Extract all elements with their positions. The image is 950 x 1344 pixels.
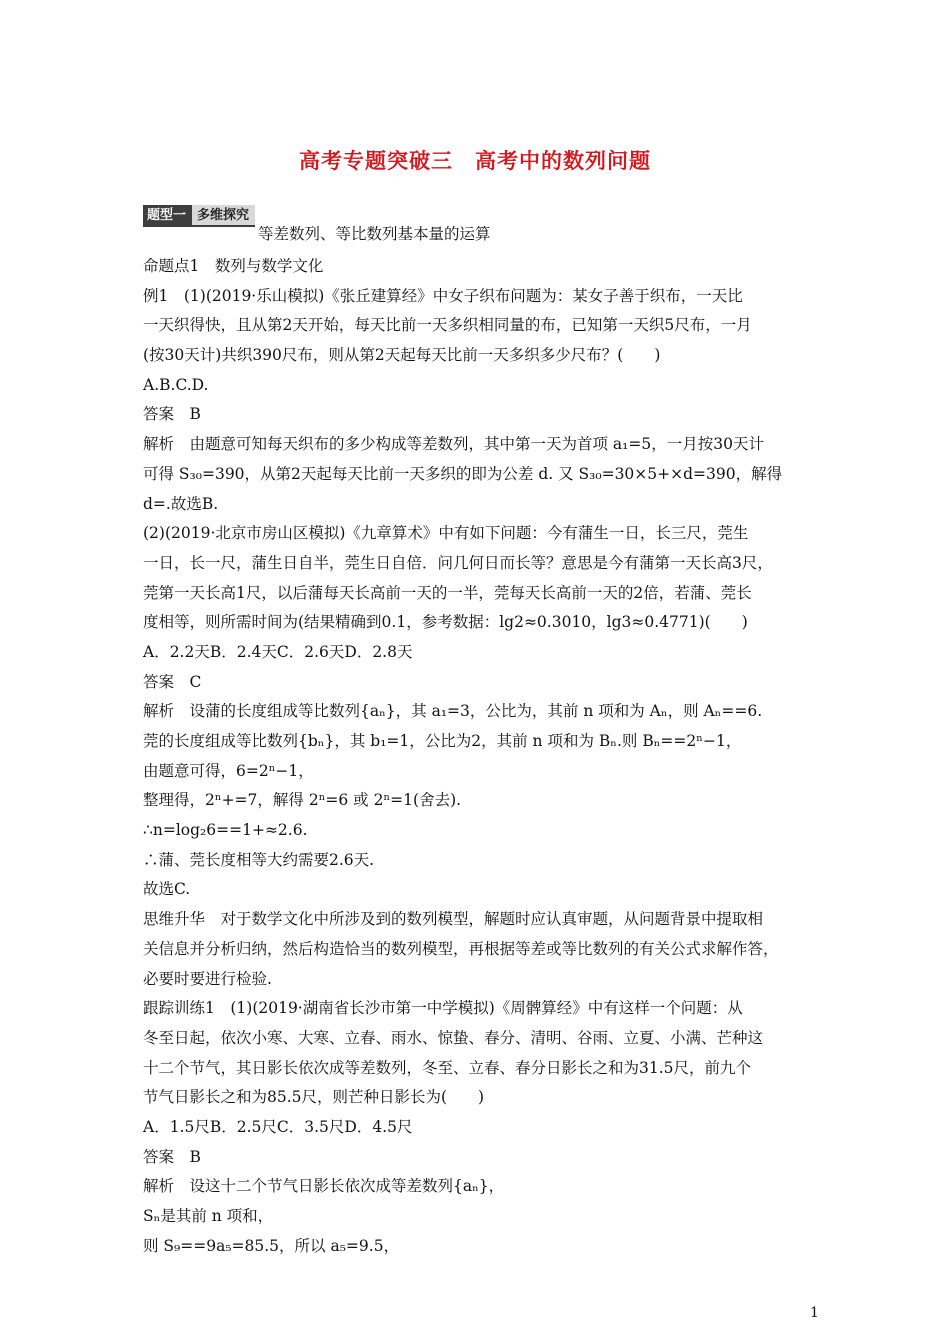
text-line: A．2.2天B．2.4天C．2.6天D．2.8天 (143, 642, 413, 661)
text-line: 由题意可得，6=2ⁿ−1， (143, 761, 314, 780)
text-line: 必要时要进行检验. (143, 969, 272, 988)
text-line: 答案 B (143, 1147, 201, 1166)
question-type-badge (143, 205, 255, 227)
text-line: 解析 由题意可知每天织布的多少构成等差数列，其中第一天为首项 a₁=5，一月按30天计 (143, 435, 764, 454)
text-line: ∴蒲、莞长度相等大约需要2.6天. (143, 850, 375, 869)
text-line: 十二个节气，其日影长依次成等差数列，冬至、立春、春分日影长之和为31.5尺，前九个 (143, 1058, 752, 1077)
text-line: 莞的长度组成等比数列{bₙ}，其 b₁=1，公比为2，其前 n 项和为 Bₙ.则 Bₙ==2ⁿ−1， (143, 732, 742, 750)
text-line: ∴n=log₂6==1+≈2.6. (143, 821, 308, 840)
text-line: 节气日影长之和为85.5尺，则芒种日影长为( ) (143, 1088, 485, 1107)
text-line: 度相等，则所需时间为(结果精确到0.1，参考数据：lg2≈0.3010，lg3≈0.4771)( ) (143, 613, 748, 632)
document-body (143, 252, 823, 1261)
text-line: 一天织得快，且从第2天开始，每天比前一天多织相同量的布，已知第一天织5尺布，一月 (143, 316, 752, 335)
text-line: 关信息并分析归纳，然后构造恰当的数列模型，再根据等差或等比数列的有关公式求解作答， (143, 939, 779, 958)
text-line: 莞第一天长高1尺，以后蒲每天长高前一天的一半，莞每天长高前一天的2倍，若蒲、莞长 (143, 583, 752, 602)
text-line: 解析 设蒲的长度组成等比数列{aₙ}，其 a₁=3，公比为，其前 n 项和为 Aₙ，则 Aₙ==6. (143, 702, 763, 721)
badge-category: 多维探究 (192, 205, 255, 227)
text-line: Sₙ是其前 n 项和， (143, 1207, 274, 1225)
text-line: 故选C. (143, 880, 191, 899)
text-line: 命题点1 数列与数学文化 (143, 257, 324, 275)
text-line: 答案 B (143, 405, 201, 424)
text-line: 整理得，2ⁿ+=7，解得 2ⁿ=6 或 2ⁿ=1(舍去). (143, 791, 462, 810)
text-line: (按30天计)共织390尺布，则从第2天起每天比前一天多织多少尺布？( ) (143, 346, 661, 365)
text-line: (2)(2019·北京市房山区模拟)《九章算术》中有如下问题：今有蒲生一日，长三尺，莞生 (143, 524, 749, 543)
section-heading: 等差数列、等比数列基本量的运算 (258, 225, 491, 243)
text-line: 冬至日起，依次小寒、大寒、立春、雨水、惊蛰、春分、清明、谷雨、立夏、小满、芒种这 (143, 1028, 764, 1047)
text-line: 则 S₉==9a₅=85.5，所以 a₅=9.5， (143, 1236, 400, 1255)
page-number: 1 (810, 1305, 819, 1321)
badge-label: 题型一 (143, 205, 192, 227)
text-line: d=.故选B. (143, 494, 219, 513)
text-line: 解析 设这十二个节气日影长依次成等差数列{aₙ}， (143, 1177, 505, 1196)
text-line: 答案 C (143, 672, 202, 691)
text-line: 跟踪训练1 (1)(2019·湖南省长沙市第一中学模拟)《周髀算经》中有这样一个问题：从 (143, 999, 743, 1018)
text-line: 一日，长一尺，蒲生日自半，莞生日自倍．问几何日而长等？意思是今有蒲第一天长高3尺， (143, 553, 773, 572)
text-line: 例1 (1)(2019·乐山模拟)《张丘建算经》中女子织布问题为：某女子善于织布，一天比 (143, 286, 743, 305)
text-line: A.B.C.D. (143, 375, 209, 394)
page-title: 高考专题突破三 高考中的数列问题 (299, 149, 651, 173)
text-line: 可得 S₃₀=390，从第2天起每天比前一天多织的即为公差 d. 又 S₃₀=30×5+×d=390，解得 (143, 464, 783, 483)
text-line: A．1.5尺B．2.5尺C．3.5尺D．4.5尺 (143, 1117, 413, 1136)
text-line: 思维升华 对于数学文化中所涉及到的数列模型，解题时应认真审题，从问题背景中提取相 (143, 910, 764, 929)
